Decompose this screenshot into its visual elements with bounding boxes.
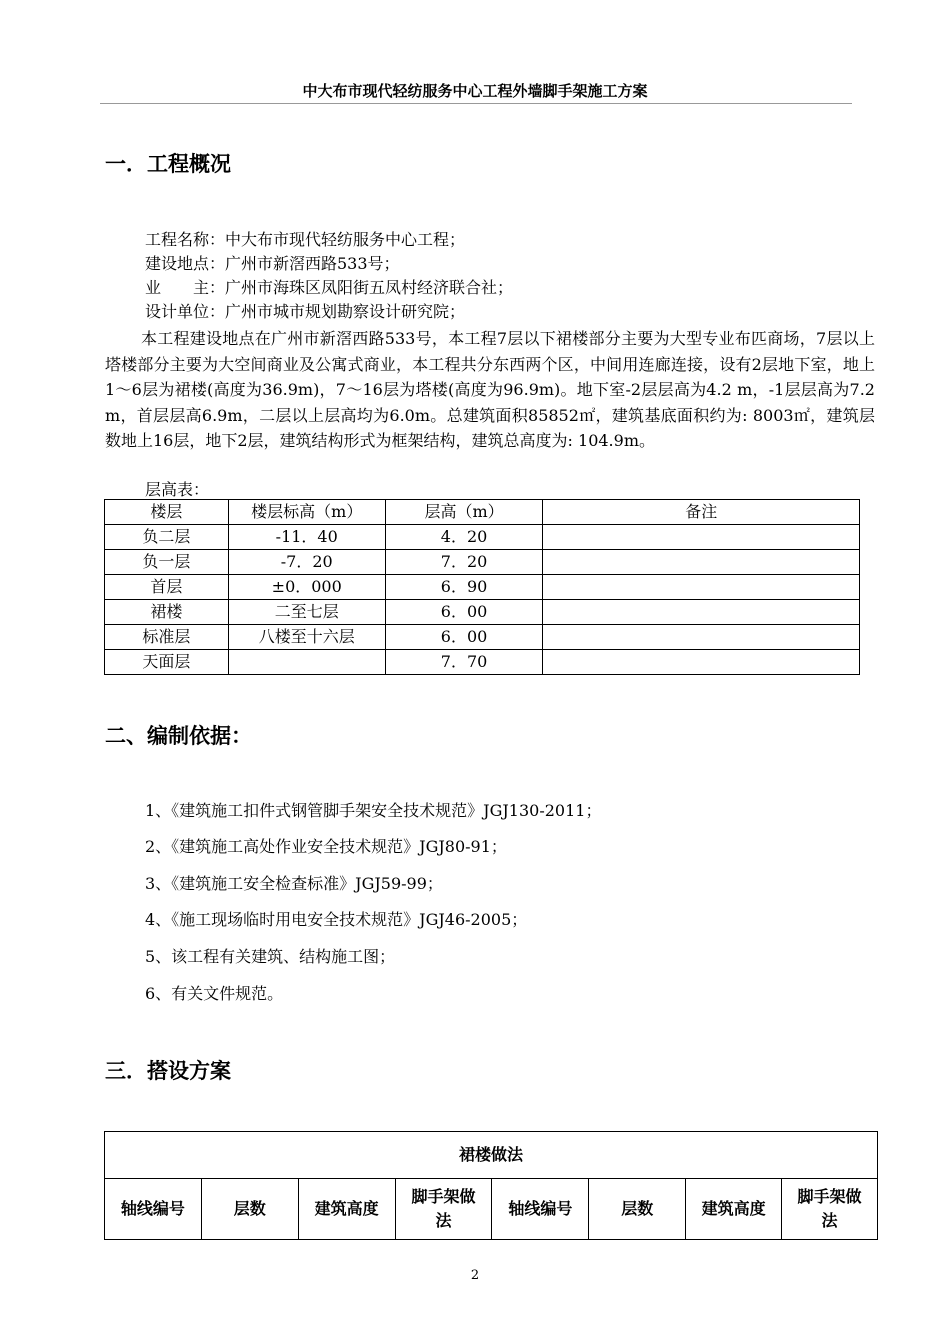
- table-title-row: [105, 1132, 878, 1179]
- table-row: [105, 575, 860, 600]
- reference-item-2: 2、《建筑施工高处作业安全技术规范》JGJ80-91；: [145, 837, 507, 856]
- floor-height-table: [104, 499, 860, 675]
- table-cell: 7．20: [385, 550, 543, 575]
- table-header-cell: 楼层标高（m）: [228, 500, 385, 525]
- table-cell: 二至七层: [228, 600, 385, 625]
- table-cell: 6．00: [385, 600, 543, 625]
- table-header-cell: 轴线编号: [105, 1179, 202, 1240]
- header-divider: [100, 103, 852, 104]
- page-number: 2: [470, 1268, 480, 1283]
- table-cell: [543, 550, 860, 575]
- table-header-cell: 备注: [543, 500, 860, 525]
- table-header-cell: 建筑高度: [298, 1179, 395, 1240]
- table-cell: [543, 600, 860, 625]
- table-cell: [228, 650, 385, 675]
- table-cell: 首层: [105, 575, 229, 600]
- project-overview-paragraph: 本工程建设地点在广州市新滘西路533号，本工程7层以下裙楼部分主要为大型专业布匹商场，7层以上塔楼部分主要为大空间商业及公寓式商业，本工程共分东西两个区，中间用连廊连接，设有2层地下室，地上1～6层为裙楼(高度为36.9m)，7～16层为塔楼(高度为96.9m)。地下室-2层层高为4.2 m，-1层层高为7.2 m，首层层高6.9m，二层以上层高均为6.0m。总建筑面积85852㎡，建筑基底面积约为: 8003㎡，建筑层数地上16层，地下2层，建筑结构形式为框架结构，建筑总高度为: 104.9m。: [105, 329, 875, 450]
- section-3-heading: 三．搭设方案: [105, 1059, 231, 1083]
- table-cell: 6．90: [385, 575, 543, 600]
- table-cell: 7．70: [385, 650, 543, 675]
- table-row: [105, 625, 860, 650]
- table-cell: -11．40: [228, 525, 385, 550]
- table-cell: ±0．000: [228, 575, 385, 600]
- table-cell: [543, 575, 860, 600]
- page-header-title: 中大布市现代轻纺服务中心工程外墙脚手架施工方案: [302, 82, 648, 100]
- table-header-row: [105, 1179, 878, 1240]
- table-header-cell: 层数: [201, 1179, 298, 1240]
- reference-item-4: 4、《施工现场临时用电安全技术规范》JGJ46-2005；: [145, 910, 528, 929]
- table-row: [105, 525, 860, 550]
- table-cell: -7．20: [228, 550, 385, 575]
- table-cell: 裙楼: [105, 600, 229, 625]
- table-row: [105, 650, 860, 675]
- table-cell: 4．20: [385, 525, 543, 550]
- table-cell: [543, 625, 860, 650]
- table-header-cell: 脚手架做法: [782, 1179, 878, 1240]
- section-1-heading: 一．工程概况: [105, 152, 231, 176]
- reference-item-3: 3、《建筑施工安全检查标准》JGJ59-99；: [145, 874, 443, 893]
- reference-item-5: 5、该工程有关建筑、结构施工图；: [145, 947, 396, 966]
- table-cell: [543, 650, 860, 675]
- table-cell: 标准层: [105, 625, 229, 650]
- project-location-line: 建设地点：广州市新滘西路533号；: [145, 254, 400, 273]
- table-header-cell: 层高（m）: [385, 500, 543, 525]
- design-unit-line: 设计单位：广州市城市规划勘察设计研究院；: [145, 302, 466, 321]
- reference-item-1: 1、《建筑施工扣件式钢管脚手架安全技术规范》JGJ130-2011；: [145, 801, 602, 820]
- project-name-line: 工程名称：中大布市现代轻纺服务中心工程；: [145, 230, 466, 249]
- table-header-row: [105, 500, 860, 525]
- reference-item-6: 6、有关文件规范。: [145, 984, 284, 1003]
- table-header-cell: 楼层: [105, 500, 229, 525]
- section-2-heading: 二、编制依据：: [105, 724, 252, 748]
- table-cell: [543, 525, 860, 550]
- table-header-cell: 建筑高度: [686, 1179, 782, 1240]
- table-header-cell: 层数: [589, 1179, 686, 1240]
- table-cell: 6．00: [385, 625, 543, 650]
- floor-height-table-label: 层高表：: [145, 480, 210, 499]
- table-title-cell: 裙楼做法: [105, 1132, 878, 1179]
- table-row: [105, 550, 860, 575]
- table-cell: 负二层: [105, 525, 229, 550]
- table-cell: 天面层: [105, 650, 229, 675]
- table-cell: 负一层: [105, 550, 229, 575]
- table-row: [105, 600, 860, 625]
- table-cell: 八楼至十六层: [228, 625, 385, 650]
- podium-scaffold-table: [104, 1131, 878, 1240]
- table-header-cell: 脚手架做法: [395, 1179, 492, 1240]
- project-owner-line: 业 主：广州市海珠区凤阳街五凤村经济联合社；: [145, 278, 514, 297]
- table-header-cell: 轴线编号: [492, 1179, 589, 1240]
